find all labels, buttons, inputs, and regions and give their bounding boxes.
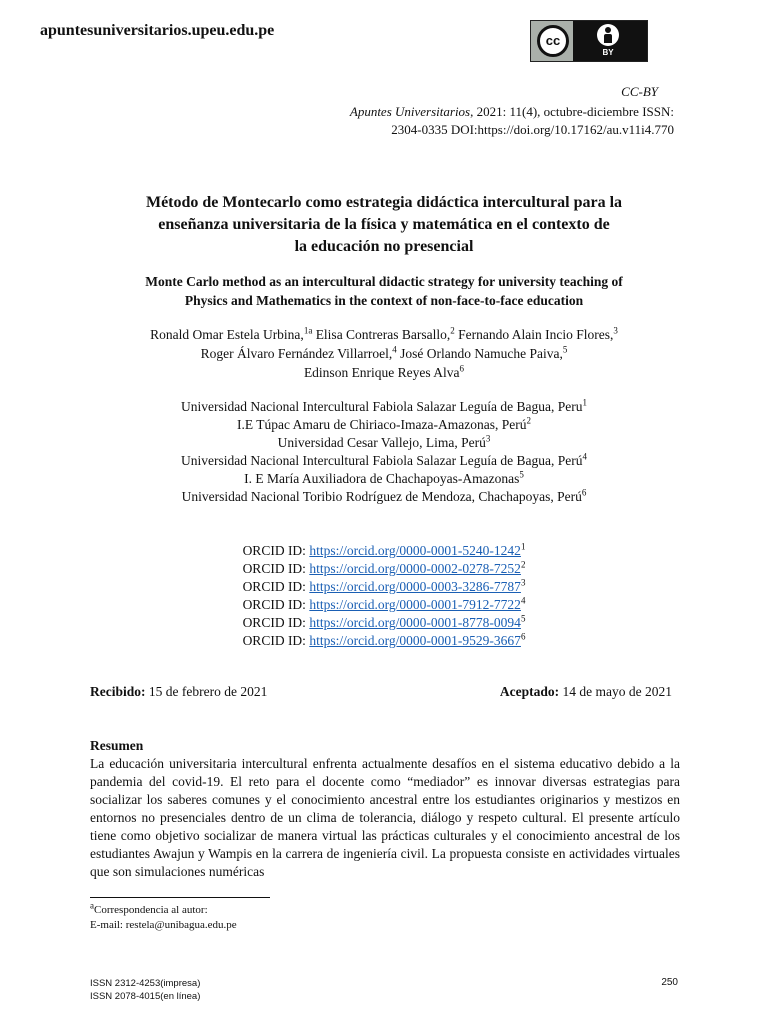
license-label: CC-BY	[621, 84, 658, 99]
footnote: $^a$Correspondencia al autor: E-mail: restela@unibagua.edu.pe	[90, 900, 237, 931]
author-name: Roger Álvaro Fernández Villarroel,	[200, 346, 393, 361]
orcid-row: ORCID ID: https://orcid.org/0000-0002-0278-7252$^2$	[242, 559, 526, 576]
paper-title-english	[100, 272, 668, 310]
title-line: enseñanza universitaria de la física y matemática en el contexto de	[158, 216, 610, 233]
cc-icon: cc	[537, 25, 569, 57]
orcid-link[interactable]: https://orcid.org/0000-0002-0278-7252	[309, 561, 521, 576]
issn-footer: ISSN 2312-4253(impresa) ISSN 2078-4015(en línea)	[90, 978, 201, 1002]
cc-by-icon	[530, 20, 648, 62]
page-number: 250	[661, 977, 678, 988]
affiliation: Universidad Nacional Intercultural Fabiola Salazar Leguía de Bagua, Perú$^4$	[181, 451, 587, 468]
citation-doi: 2304-0335 DOI:https://doi.org/10.17162/au.v11i4.770	[391, 122, 674, 137]
received-date: Recibido: 15 de febrero de 2021	[90, 684, 268, 699]
author-sup: 6	[459, 363, 465, 374]
author-name: Edinson Enrique Reyes Alva	[303, 365, 460, 380]
affiliation: Universidad Nacional Toribio Rodríguez de Mendoza, Chachapoyas, Perú$^6$	[181, 487, 587, 504]
author-sup: 5	[562, 344, 568, 355]
orcid-list	[80, 542, 688, 650]
affiliation: I.E Túpac Amaru de Chiriaco-Imaza-Amazonas, Perú$^2$	[236, 415, 531, 432]
orcid-row: ORCID ID: https://orcid.org/0000-0003-3286-7787$^3$	[242, 577, 526, 594]
abstract-heading: Resumen	[90, 738, 144, 753]
affiliation: Universidad Cesar Vallejo, Lima, Perú$^3$	[277, 433, 491, 450]
affiliation: Universidad Nacional Intercultural Fabiola Salazar Leguía de Bagua, Peru$^1$	[181, 397, 587, 414]
accepted-date: Aceptado: 14 de mayo de 2021	[499, 684, 672, 699]
by-label: BY	[602, 48, 614, 57]
author-name: Fernando Alain Incio Flores,	[454, 327, 614, 342]
abstract-text: La educación universitaria intercultural enfrenta actualmente desafíos en el sistema educativo debido a la pandemia del covid-19. El reto para el docente como “mediador” es innovar diversas estrategias para socializar los saberes comunes y el conocimiento ancestral entre los estudiantes originarios y mestizos en entornos no presenciales dentro de un clima de tolerancia, diálogo y respeto cultural. El presente artículo tiene como objetivo socializar de manera virtual las prácticas culturales y el conocimiento ancestral de los estudiantes Awajun y Wampis en la carrera de ingeniería civil. La propuesta consiste en actividades virtuales que son simulaciones numéricas	[90, 756, 680, 879]
citation	[294, 103, 674, 139]
author-sup: 4	[392, 344, 397, 355]
author-sup: 1a	[303, 325, 313, 336]
footnote-divider	[90, 897, 270, 898]
journal-name: Apuntes Universitarios	[349, 104, 471, 119]
title-line: la educación no presencial	[294, 238, 474, 255]
title-line: Método de Montecarlo como estrategia didáctica intercultural para la	[145, 194, 623, 211]
orcid-row: ORCID ID: https://orcid.org/0000-0001-8778-0094$^5$	[242, 613, 526, 630]
title-en-line: Physics and Mathematics in the context of non-face-to-face education	[184, 293, 584, 308]
orcid-link[interactable]: https://orcid.org/0000-0001-7912-7722	[309, 597, 521, 612]
orcid-row: ORCID ID: https://orcid.org/0000-0001-5240-1242$^1$	[242, 541, 526, 558]
orcid-row: ORCID ID: https://orcid.org/0000-0001-9529-3667$^6$	[242, 631, 526, 648]
author-sup: 3	[613, 325, 618, 336]
author-name: Elisa Contreras Barsallo,	[312, 327, 451, 342]
title-en-line: Monte Carlo method as an intercultural didactic strategy for university teaching of	[145, 274, 623, 289]
author-sup: 2	[450, 325, 455, 336]
affiliation: I. E María Auxiliadora de Chachapoyas-Amazonas$^5$	[244, 469, 524, 486]
author-name: José Orlando Namuche Paiva,	[396, 346, 563, 361]
orcid-row: ORCID ID: https://orcid.org/0000-0001-7912-7722$^4$	[242, 595, 526, 612]
author-name: Ronald Omar Estela Urbina,	[150, 327, 304, 342]
orcid-link[interactable]: https://orcid.org/0000-0001-8778-0094	[309, 615, 521, 630]
affiliation-list	[80, 398, 688, 506]
orcid-link[interactable]: https://orcid.org/0000-0001-5240-1242	[309, 543, 521, 558]
attribution-icon	[597, 24, 619, 46]
paper-title	[100, 192, 668, 258]
site-url[interactable]: apuntesuniversitarios.upeu.edu.pe	[40, 22, 275, 39]
orcid-link[interactable]: https://orcid.org/0000-0001-9529-3667	[309, 633, 521, 648]
orcid-link[interactable]: https://orcid.org/0000-0003-3286-7787	[309, 579, 521, 594]
citation-details: , 2021: 11(4), octubre-diciembre ISSN:	[470, 104, 674, 119]
author-list	[80, 325, 688, 382]
